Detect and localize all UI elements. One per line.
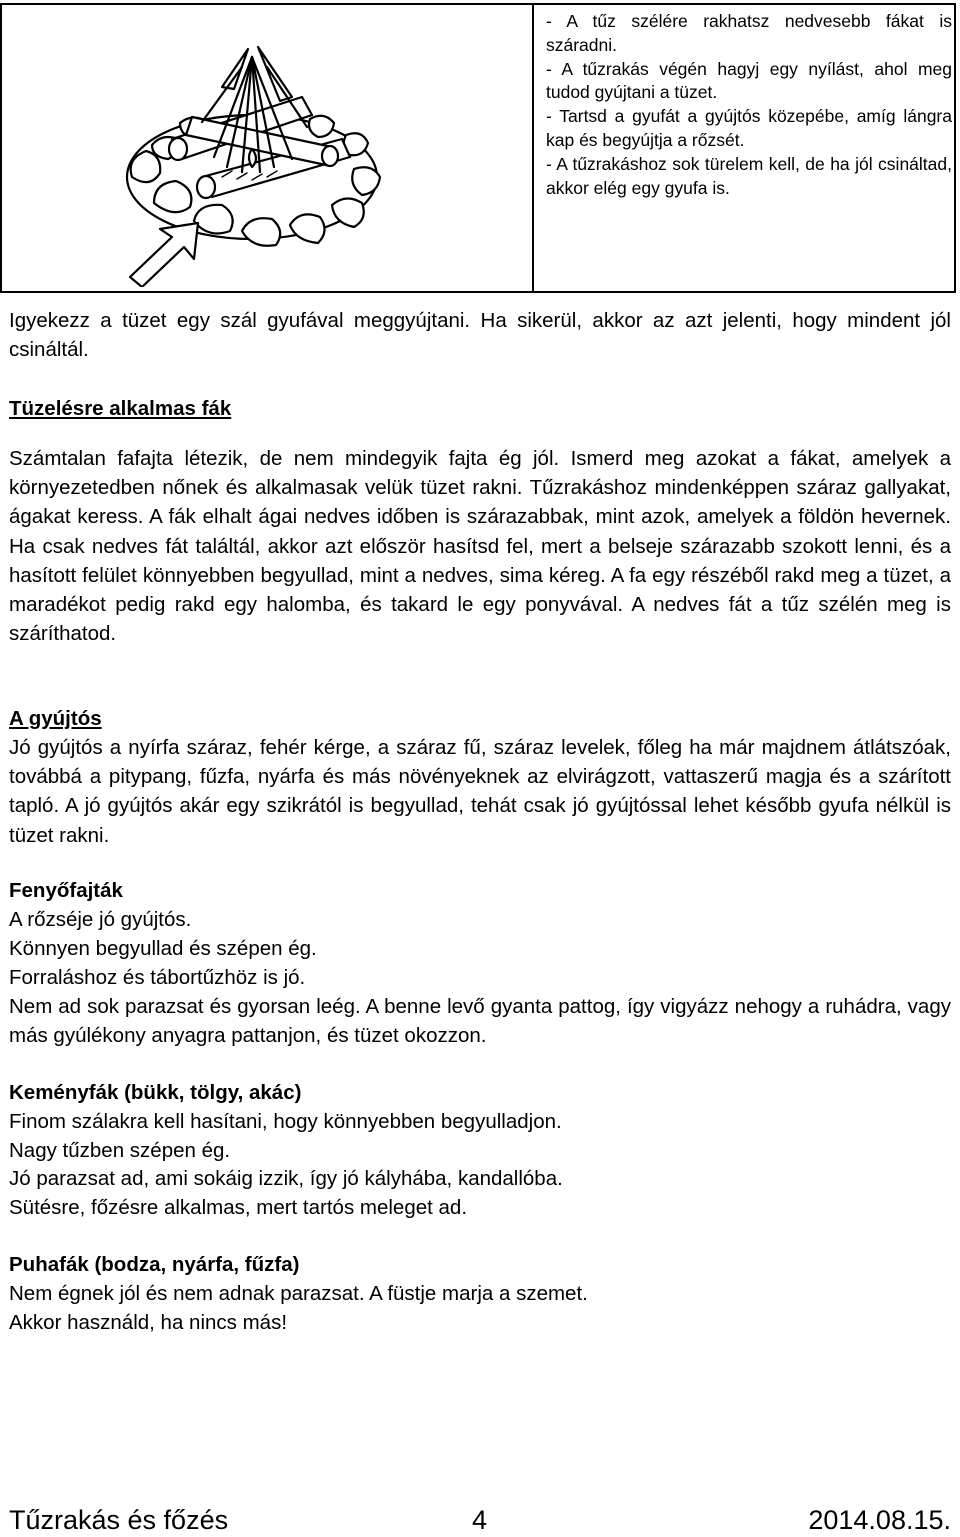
softwood-heading: Puhafák (bodza, nyárfa, fűzfa): [9, 1253, 300, 1276]
tip-item: - Tartsd a gyufát a gyújtós közepébe, amíg lángra kap és begyújtja a rőzsét.: [546, 106, 952, 150]
softwood-line: Nem égnek jól és nem adnak parazsat. A füstje marja a szemet.: [9, 1282, 588, 1305]
conifer-line: A rőzséje jó gyújtós.: [9, 908, 192, 931]
page-number: 4: [472, 1505, 488, 1535]
hardwood-line: Jó parazsat ad, ami sokáig izzik, így jó kályhába, kandallóba.: [9, 1167, 563, 1190]
conifer-warning: Nem ad sok parazsat és gyorsan leég. A benne levő gyanta pattog, így vigyázz nehogy a ruhádra, vagy más gyúlékony anyagra pattanjon, és tüzet okozzon.: [9, 995, 951, 1048]
campfire-illustration: [102, 27, 402, 287]
conifer-line: Könnyen begyullad és szépen ég.: [9, 937, 317, 960]
tip-item: - A tűzrakáshoz sok türelem kell, de ha jól csináltad, akkor elég egy gyufa is.: [546, 153, 952, 198]
footer-title: Tűzrakás és főzés: [9, 1505, 229, 1535]
conifer-line: Forraláshoz és tábortűzhöz is jó.: [9, 966, 306, 989]
kindling-heading: A gyújtós: [9, 707, 102, 730]
illustration-table: [0, 3, 956, 293]
hardwood-line: Finom szálakra kell hasítani, hogy könnyebben begyulladjon.: [9, 1110, 562, 1133]
fuel-heading: Tüzelésre alkalmas fák: [9, 397, 232, 420]
hardwood-line: Nagy tűzben szépen ég.: [9, 1139, 231, 1162]
intro-paragraph: Igyekezz a tüzet egy szál gyufával meggyújtani. Ha sikerül, akkor az azt jelenti, hogy mindent jól csináltál.: [9, 309, 951, 362]
tip-item: - A tűz szélére rakhatsz nedvesebb fákat is száradni.: [546, 11, 952, 55]
table-divider: [532, 5, 534, 291]
hardwood-line: Sütésre, főzésre alkalmas, mert tartós meleget ad.: [9, 1196, 468, 1219]
tip-item: - A tűzrakás végén hagyj egy nyílást, ahol meg tudod gyújtani a tüzet.: [546, 58, 952, 103]
softwood-line: Akkor használd, ha nincs más!: [9, 1311, 288, 1334]
tips-list: [546, 10, 952, 200]
kindling-paragraph: Jó gyújtós a nyírfa száraz, fehér kérge, a száraz fű, száraz levelek, főleg ha már majdnem átlátszóak, továbbá a pitypang, fűzfa, nyárfa és más növényeknek az elvirágzott, vattaszerű magja és a szárított tapló. A jó gyújtós akár egy szikrától is begyullad, tehát csak jó gyújtóssal lehet később gyufa nélkül is tüzet rakni.: [9, 736, 951, 847]
fuel-paragraph: Számtalan fafajta létezik, de nem mindegyik fajta ég jól. Ismerd meg azokat a fákat, amelyek a környezetedben nőnek és alkalmasak velük tüzet rakni. Tűzrakáshoz mindenképpen száraz gallyakat, ágakat keress. A fák elhalt ágai nedves időben is szárazabbak, mint azok, amelyek a földön hevernek. Ha csak nedves fát találtál, akkor azt először hasítsd fel, mert a belseje szárazabb szokott lenni, és a hasított felület könnyebben begyullad, mint a nedves, sima kéreg. A fa egy részéből rakd meg a tüzet, a maradékot pedig rakd egy halomba, és takard le egy ponyvával. A nedves fát a tűz szélén meg is száríthatod.: [9, 447, 951, 646]
conifer-heading: Fenyőfajták: [9, 879, 123, 902]
hardwood-heading: Keményfák (bükk, tölgy, akác): [9, 1081, 302, 1104]
footer-date: 2014.08.15.: [808, 1505, 951, 1535]
